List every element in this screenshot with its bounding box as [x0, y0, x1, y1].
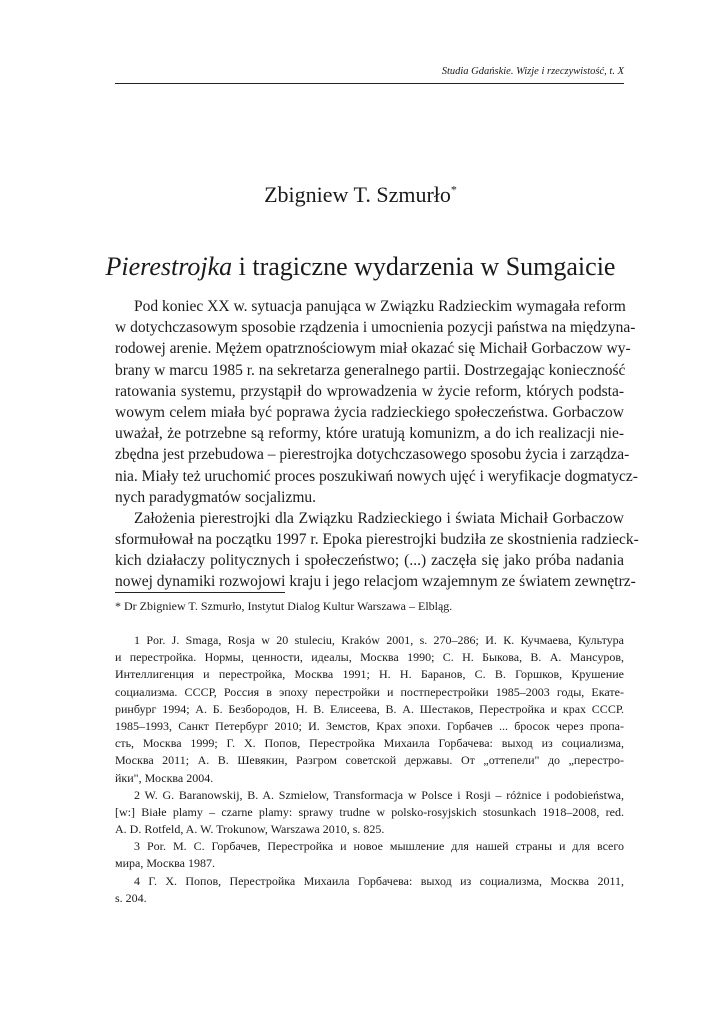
body-line: Założenia pierestrojki dla Związku Radzieckiego i świata Michaił Gorbaczow	[134, 509, 624, 527]
body-line: kich działaczy politycznych i społeczeństwo; (...) zaczęła się jako próba nadania	[115, 552, 624, 570]
body-line: nia. Miały też uruchomić proces poszukiwań nowych ujęć i weryfikacje dogmatycz-	[115, 467, 638, 485]
footnote-line: s. 204.	[115, 890, 147, 905]
body-line: brany w marcu 1985 r. na sekretarza generalnego partii. Dostrzegając konieczność	[115, 361, 626, 379]
footnote-line: Интеллигенция и перестройка, Москва 1991; Н. Н. Баранов, С. В. Горшков, Крушение	[115, 667, 624, 682]
title-rest: i tragiczne wydarzenia w Sumgaicie	[232, 252, 616, 281]
body-line: ratowania systemu, przystąpił do wprowadzenia w życie reform, których podsta-	[115, 382, 624, 400]
footnote-line: йки", Москва 2004.	[115, 770, 214, 785]
body-line: w dotychczasowym sposobie rządzenia i umocnienia pozycji państwa na międzyna-	[115, 319, 636, 337]
footnote-line: 1985–1993, Санкт Петербург 2010; И. Земстов, Крах эпохи. Горбачев ... бросок через пропа-	[115, 718, 624, 733]
title-italic: Pierestrojka	[105, 252, 233, 281]
author-name	[0, 182, 721, 208]
body-line: rodowej arenie. Mężem opatrznościowym miał okazać się Michaił Gorbaczow wy-	[115, 340, 631, 358]
footnote-line: Москва 2011; А. В. Шевякин, Разгром советской державы. От „оттепели" до „перестро-	[115, 753, 624, 768]
header-rule	[115, 83, 624, 84]
footnote-line: [w:] Białe plamy – czarne plamy: sprawy trudne w polsko-rosyjskich stosunkach 1918–2008, red.	[115, 804, 624, 819]
footnote-line: 1 Por. J. Smaga, Rosja w 20 stuleciu, Kraków 2001, s. 270–286; И. К. Кучмаева, Культура	[134, 633, 624, 647]
body-text	[115, 296, 639, 593]
author-footnote-mark: *	[450, 182, 457, 197]
article-title	[0, 252, 721, 282]
body-line: zbędna jest przebudowa – pierestrojka dotychczasowego sposobu życia i zarządza-	[115, 446, 630, 464]
footnote-line: A. D. Rotfeld, A. W. Trokunow, Warszawa 2010, s. 825.	[115, 822, 385, 837]
footnote-rule	[115, 592, 285, 593]
body-line: Pod koniec XX w. sytuacja panująca w Związku Radzieckim wymagała reform	[134, 298, 626, 315]
footnote-line: социализма. СССР, Россия в эпоху перестройки и постперестройки 1985–2003 годы, Екате-	[115, 684, 624, 699]
body-line: uważał, że potrzebne są reformy, które uratują komunizm, a do ich realizacji nie-	[115, 425, 624, 443]
body-line: nych paradygmatów socjalizmu.	[115, 488, 317, 506]
footnote-line: и перестройка. Нормы, ценности, идеалы, Москва 1990; С. Н. Быкова, В. А. Мансуров,	[115, 650, 624, 665]
footnote-author: * Dr Zbigniew T. Szmurło, Instytut Dialog Kultur Warszawa – Elbląg.	[115, 599, 453, 613]
footnote-line: ринбург 1994; А. Б. Безбородов, Н. В. Елисеева, В. А. Шестаков, Перестройка и крах СССР.	[115, 701, 624, 716]
body-line: wowym celem miała być poprawa życia radzieckiego społeczeństwa. Gorbaczow	[115, 403, 624, 421]
footnote-line: 4 Г. Х. Попов, Перестройка Михаила Горбачева: выход из социализма, Москва 2011,	[134, 873, 624, 888]
body-line: nowej dynamiki rozwojowi kraju i jego relacjom wzajemnym ze światem zewnętrz-	[115, 573, 636, 591]
footnote-line: 2 W. G. Baranowskij, B. A. Szmielow, Transformacja w Polsce i Rosji – różnice i podobieństwa,	[134, 787, 624, 802]
running-header: Studia Gdańskie. Wizje i rzeczywistość, t. X	[441, 66, 624, 77]
footnotes	[115, 632, 624, 907]
footnote-line: мира, Москва 1987.	[115, 856, 216, 871]
author-name-text: Zbigniew T. Szmurło	[264, 182, 451, 207]
footnote-line: сть, Москва 1999; Г. Х. Попов, Перестройка Михаила Горбачева: выход из социализма,	[115, 736, 624, 751]
body-line: sformułował na początku 1997 r. Epoka pierestrojki budziła ze skostnienia radzieck-	[115, 531, 639, 549]
footnote-line: 3 Por. М. С. Горбачев, Перестройка и новое мышление для нашей страны и для всего	[134, 839, 624, 854]
